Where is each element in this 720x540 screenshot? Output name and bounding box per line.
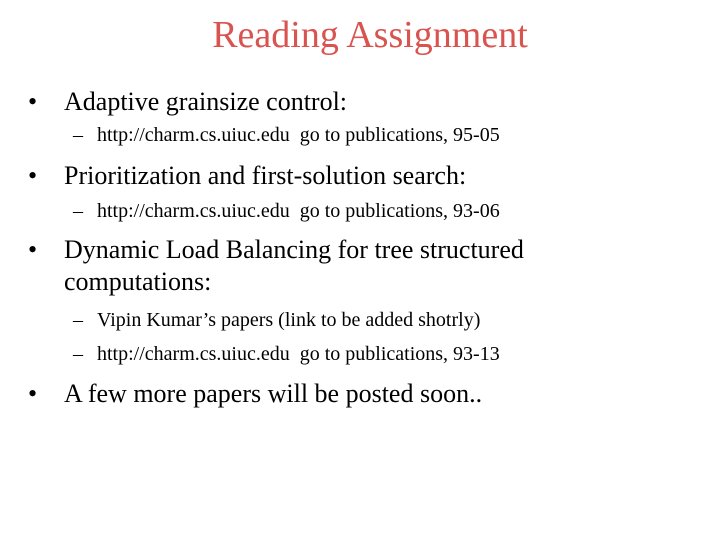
bullet-item <box>28 86 624 118</box>
sub-mark: – <box>73 124 83 146</box>
sub-text: http://charm.cs.uiuc.edu go to publications, 95-05 <box>97 124 500 146</box>
sub-text: http://charm.cs.uiuc.edu go to publications, 93-13 <box>97 343 500 365</box>
bullet-text: Prioritization and first-solution search: <box>64 161 467 190</box>
bullet-text: A few more papers will be posted soon.. <box>64 379 483 408</box>
sub-mark: – <box>73 200 83 222</box>
bullet-mark: • <box>28 379 38 408</box>
bullet-item <box>28 234 584 298</box>
sub-item <box>73 122 500 148</box>
bullet-item <box>28 378 624 410</box>
sub-item <box>73 341 500 367</box>
sub-text: Vipin Kumar’s papers (link to be added shotrly) <box>97 309 481 331</box>
bullet-mark: • <box>28 235 38 264</box>
bullet-text: Adaptive grainsize control: <box>64 87 348 116</box>
sub-text: http://charm.cs.uiuc.edu go to publications, 93-06 <box>97 200 500 222</box>
bullet-mark: • <box>28 87 38 116</box>
sub-mark: – <box>73 343 83 365</box>
slide-title: Reading Assignment <box>212 14 528 56</box>
bullet-text: Dynamic Load Balancing for tree structured computations: <box>64 235 524 296</box>
bullet-mark: • <box>28 161 38 190</box>
sub-item <box>73 307 480 333</box>
bullet-item <box>28 160 624 192</box>
sub-mark: – <box>73 309 83 331</box>
sub-item <box>73 198 500 224</box>
